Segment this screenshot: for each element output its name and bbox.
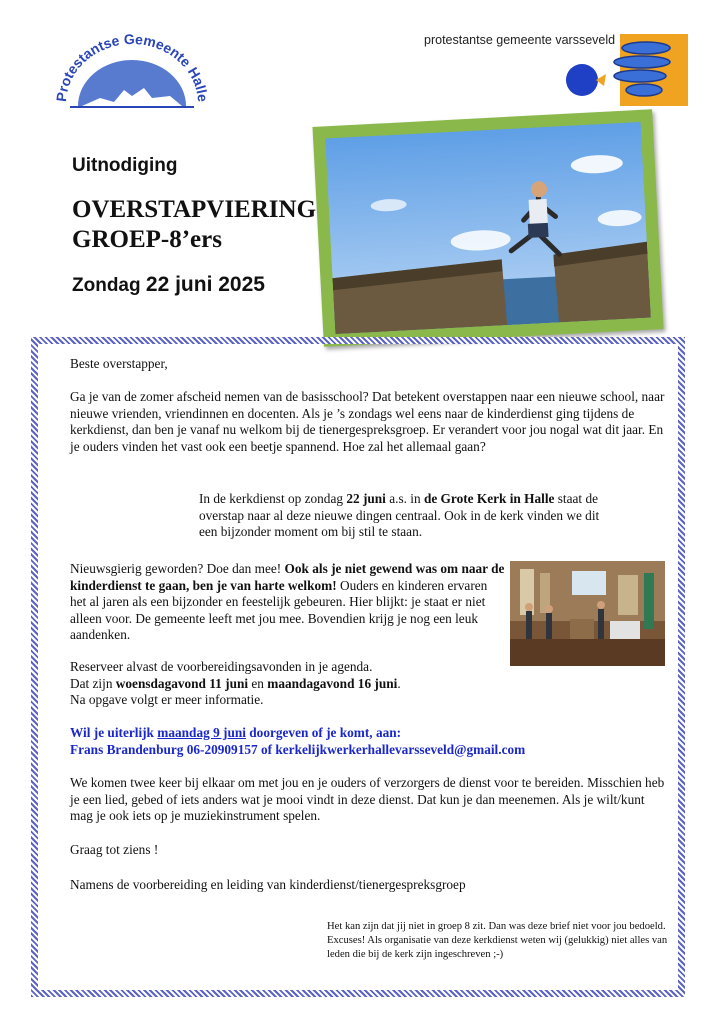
event-title: [72, 195, 316, 255]
reserve-line2: [70, 676, 490, 693]
service-text-b: a.s. in: [385, 491, 424, 506]
event-title-line1: OVERSTAPVIERING: [72, 196, 317, 223]
intro-paragraph: Ga je van de zomer afscheid nemen van de basisschool? Dat betekent overstappen naar een nieuwe school, naar nieuwe vrienden, vriendinnen en docenten. Als je ’s zondags wel eens naar de kinderdienst ging tijdens de kerkdienst, dan ben je vanaf nu welkom bij de tienergespreksgroep. Er verandert voor jou nogal wat dit jaar. En je ouders vinden het vast ook een beetje spannend. Hoe zal het allemaal gaan?: [70, 389, 665, 454]
reserve-paragraph: [70, 659, 490, 709]
reserve-text-c: .: [397, 675, 401, 691]
signup-line1: [70, 725, 670, 742]
service-text-c: staat de overstap naar al deze nieuwe dingen centraal. Ook in de kerk vinden we dit een bijzonder moment om bij stil te staan.: [199, 491, 600, 539]
signup-text-a: Wil je uiterlijk: [70, 725, 158, 740]
meet-paragraph: We komen twee keer bij elkaar om met jou en je ouders of verzorgers de dienst voor te bereiden. Misschien heb je een lied, gebed of iets anders wat je mooi vindt in deze dienst. Dat kun je dan meenemen. Als je wilt/kunt mag je ook iets op je muziekinstrument spelen.: [70, 775, 665, 823]
curious-paragraph: [70, 561, 505, 644]
signup-text-b: doorgeven of je komt, aan:: [245, 725, 402, 740]
service-place: de Grote Kerk in Halle: [423, 491, 555, 506]
header-photo: [312, 109, 663, 346]
invite-heading: Uitnodiging: [72, 155, 178, 176]
signature: Namens de voorbereiding en leiding van kinderdienst/tienergespreksgroep: [70, 877, 466, 892]
service-text-a: In de kerkdienst op zondag: [199, 491, 347, 506]
org-name-varsseveld: protestantse gemeente varsseveld: [424, 33, 616, 47]
logo-protestantse-gemeente-halle: [52, 28, 212, 116]
footnote: Het kan zijn dat jij niet in groep 8 zit. Dan was deze brief niet voor jou bedoeld. Excuses! Als organisatie van deze kerkdienst weten wij (gelukkig) niet alles van leden die bij de kerk zijn ingeschreven ;-): [327, 921, 668, 960]
event-title-line2: GROEP-8’ers: [72, 226, 222, 253]
service-date: 22 juni: [346, 491, 386, 506]
signup-contact[interactable]: Frans Brandenburg 06-20909157 of kerkelijkwerkerhallevarsseveld@gmail.com: [70, 741, 526, 757]
curious-text-a: Nieuwsgierig geworden? Doe dan mee!: [70, 561, 285, 576]
service-paragraph: [199, 491, 609, 541]
reserve-line3: Na opgave volgt er meer informatie.: [70, 692, 264, 707]
signup-deadline: maandag 9 juni: [157, 725, 246, 740]
salutation: Beste overstapper,: [70, 356, 168, 371]
event-date-rest: 22 juni 2025: [145, 273, 265, 296]
church-photo: [510, 561, 665, 666]
reserve-text-b: en: [248, 675, 268, 691]
event-date: [72, 273, 265, 297]
reserve-day1: woensdagavond 11 juni: [115, 675, 249, 691]
reserve-text-a: Dat zijn: [70, 675, 116, 691]
reserve-day2: maandagavond 16 juni: [267, 675, 398, 691]
curious-bold: Ook als je niet gewend was om naar de kinderdienst te gaan, ben je van harte welkom!: [70, 561, 505, 593]
event-date-prefix: Zondag: [72, 275, 141, 296]
signup-paragraph: [70, 725, 670, 758]
photo-jumping-boy: [325, 122, 651, 334]
curious-text-b: Ouders en kinderen ervaren het al jaren als een bijzonder en feestelijk gebeuren. Hier blijkt: je staat er niet alleen voor. De gemeente leeft met jou mee. Bovendien krijg je nog een leuk aandenken.: [70, 577, 488, 642]
logo-varsseveld: [560, 34, 688, 106]
reserve-line1: Reserveer alvast de voorbereidingsavonden in je agenda.: [70, 659, 373, 674]
closing: Graag tot ziens !: [70, 842, 159, 857]
logo-left-text: Protestantse Gemeente Halle: [52, 30, 212, 103]
